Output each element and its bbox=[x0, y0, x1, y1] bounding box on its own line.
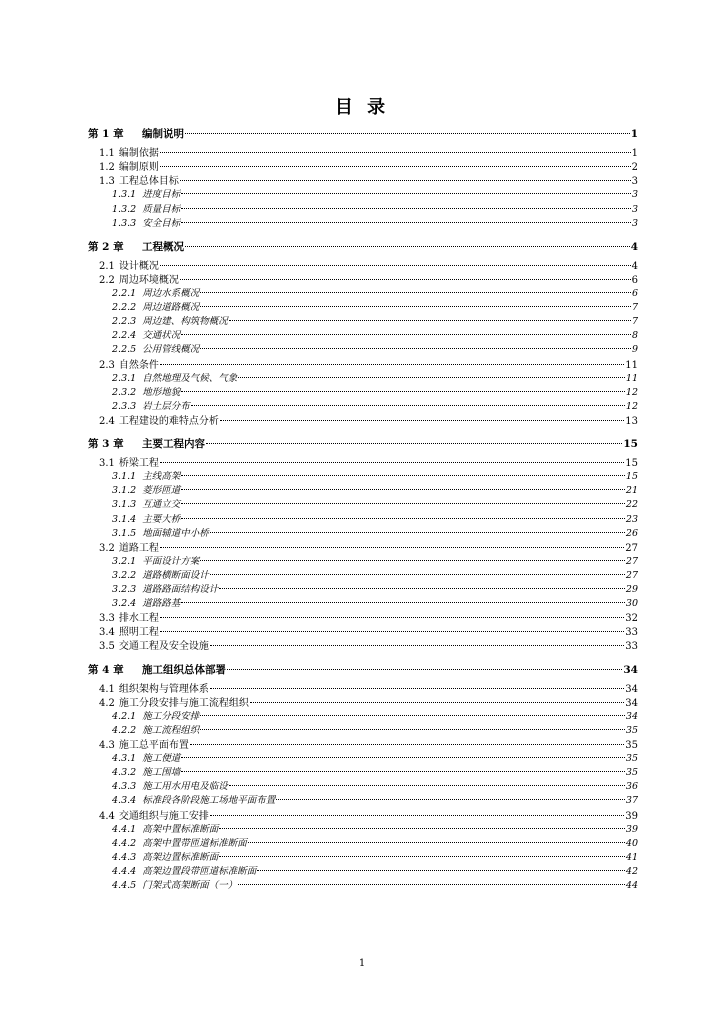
toc-entry-page: 32 bbox=[625, 613, 638, 625]
toc-entry[interactable] bbox=[99, 623, 638, 638]
toc-entry[interactable] bbox=[112, 398, 638, 412]
toc-entry-title: 工程建设的难特点分析 bbox=[118, 415, 219, 427]
toc-entry-page: 15 bbox=[625, 458, 638, 470]
toc-entry-page: 27 bbox=[625, 542, 638, 554]
toc-entry-page: 22 bbox=[625, 499, 638, 511]
toc-entry-title: 周边环境概况 bbox=[118, 274, 179, 286]
toc-entry-title: 高架边置标准断面 bbox=[142, 851, 219, 863]
toc-entry-title: 照明工程 bbox=[118, 627, 159, 639]
toc-entry[interactable] bbox=[99, 257, 638, 272]
toc-dot-leader bbox=[257, 870, 625, 871]
toc-entry-number: 4.3.1 bbox=[112, 753, 137, 765]
toc-dot-leader bbox=[219, 856, 625, 857]
toc-entry-title: 互通立交 bbox=[142, 499, 181, 511]
toc-entry-number: 3.3 bbox=[99, 613, 115, 625]
toc-entry-page: 35 bbox=[625, 740, 638, 751]
toc-entry-number: 4.2.2 bbox=[112, 724, 137, 736]
toc-entry-title: 交通组织与施工安排 bbox=[118, 810, 209, 822]
toc-dot-leader bbox=[181, 503, 625, 504]
toc-entry-title: 主线高架 bbox=[142, 471, 181, 483]
toc-entry-number: 2.1 bbox=[99, 260, 115, 272]
toc-entry-number: 4.3.3 bbox=[112, 781, 137, 793]
toc-entry-number: 1.3.1 bbox=[112, 189, 137, 201]
toc-dot-leader bbox=[191, 405, 625, 406]
toc-dot-leader bbox=[181, 391, 625, 392]
toc-dot-leader bbox=[238, 377, 625, 378]
toc-entry-title: 施工便道 bbox=[142, 753, 181, 765]
toc-dot-leader bbox=[210, 532, 625, 533]
toc-dot-leader bbox=[200, 348, 631, 349]
toc-entry-number: 4.4.5 bbox=[112, 880, 137, 891]
toc-dot-leader bbox=[200, 306, 631, 307]
toc-entry-number: 4.2.1 bbox=[112, 710, 137, 722]
toc-entry-page: 40 bbox=[625, 837, 638, 849]
toc-entry-page: 37 bbox=[625, 795, 638, 807]
toc-entry-page: 13 bbox=[625, 415, 638, 427]
toc-dot-leader bbox=[181, 222, 631, 223]
toc-entry-title: 施工分段安排与施工流程组织 bbox=[118, 697, 249, 709]
toc-dot-leader bbox=[181, 602, 625, 603]
toc-entry-page: 34 bbox=[623, 663, 638, 676]
toc-entry[interactable] bbox=[112, 595, 638, 609]
toc-entry-number: 2.3.2 bbox=[112, 386, 137, 398]
toc-dot-leader bbox=[219, 588, 625, 589]
toc-entry[interactable] bbox=[112, 792, 638, 806]
toc-entry[interactable] bbox=[112, 750, 638, 764]
toc-entry-number: 4.4.4 bbox=[112, 865, 137, 877]
toc-entry-title: 高架中置带匝道标准断面 bbox=[142, 837, 247, 849]
toc-entry-page: 34 bbox=[625, 683, 638, 695]
toc-entry-title: 道路工程 bbox=[118, 542, 159, 554]
toc-entry-title: 组织架构与管理体系 bbox=[118, 683, 209, 695]
toc-entry-title: 工程概况 bbox=[142, 240, 184, 253]
toc-entry-number: 4.3.4 bbox=[112, 795, 137, 807]
toc-entry[interactable] bbox=[112, 553, 638, 567]
toc-entry-title: 道路横断面设计 bbox=[142, 569, 209, 581]
toc-entry-page: 23 bbox=[625, 513, 638, 525]
toc-entry[interactable] bbox=[112, 201, 638, 215]
toc-entry-page: 6 bbox=[631, 288, 638, 299]
toc-entry-number: 3.1.2 bbox=[112, 485, 137, 497]
toc-entry-number: 2.2.1 bbox=[112, 288, 137, 299]
toc-entry[interactable] bbox=[99, 637, 638, 652]
toc-dot-leader bbox=[210, 688, 624, 689]
toc-dot-leader bbox=[229, 320, 631, 321]
toc-entry-title: 道路路面结构设计 bbox=[142, 584, 219, 595]
toc-entry[interactable] bbox=[99, 412, 638, 427]
toc-entry-page: 34 bbox=[625, 697, 638, 709]
toc-dot-leader bbox=[227, 669, 622, 670]
toc-entry[interactable] bbox=[112, 384, 638, 398]
toc-entry[interactable] bbox=[112, 778, 638, 792]
toc-entry-title: 主要大桥 bbox=[142, 513, 181, 525]
toc-entry[interactable] bbox=[112, 341, 638, 355]
toc-entry-page: 6 bbox=[631, 274, 638, 286]
toc-entry[interactable] bbox=[99, 144, 638, 159]
toc-entry-number: 2.2.4 bbox=[112, 330, 137, 342]
toc-entry-page: 2 bbox=[631, 162, 638, 174]
toc-entry-number: 4.4.2 bbox=[112, 837, 137, 849]
toc-entry-number: 2.3.1 bbox=[112, 372, 137, 384]
toc-entry-title: 设计概况 bbox=[118, 260, 159, 272]
toc-dot-leader bbox=[185, 246, 630, 247]
toc-entry-page: 4 bbox=[631, 260, 638, 272]
toc-entry-number: 第 4 章 bbox=[88, 663, 124, 676]
toc-entry[interactable] bbox=[88, 239, 638, 254]
toc-dot-leader bbox=[181, 475, 625, 476]
toc-dot-leader bbox=[181, 757, 625, 758]
toc-entry[interactable] bbox=[112, 835, 638, 849]
toc-entry-title: 施工流程组织 bbox=[142, 724, 200, 736]
toc-entry-page: 44 bbox=[625, 880, 638, 891]
toc-entry-number: 4.2 bbox=[99, 697, 115, 709]
toc-entry[interactable] bbox=[99, 680, 638, 695]
toc-entry-title: 施工围墙 bbox=[142, 767, 181, 779]
toc-entry-title: 高架中置标准断面 bbox=[142, 823, 219, 835]
toc-entry-number: 第 2 章 bbox=[88, 240, 124, 253]
toc-entry-title: 质量目标 bbox=[142, 203, 181, 215]
toc-entry[interactable] bbox=[88, 126, 638, 141]
toc-entry-title: 岩土层分布 bbox=[142, 400, 190, 412]
toc-entry-number: 3.1.5 bbox=[112, 527, 137, 539]
toc-entry-page: 29 bbox=[625, 584, 638, 595]
toc-dot-leader bbox=[248, 842, 625, 843]
toc-entry-title: 高架边置段带匝道标准断面 bbox=[142, 865, 257, 877]
toc-dot-leader bbox=[160, 364, 624, 365]
toc-entry-number: 2.3 bbox=[99, 359, 115, 371]
toc-entry-title: 地面辅道中小桥 bbox=[142, 527, 209, 539]
toc-entry[interactable] bbox=[112, 186, 638, 200]
toc-entry-number: 2.2 bbox=[99, 274, 115, 286]
toc-entry-title: 编制原则 bbox=[118, 162, 159, 174]
toc-dot-leader bbox=[200, 292, 631, 293]
toc-entry-page: 3 bbox=[631, 217, 638, 229]
toc-entry-page: 12 bbox=[625, 400, 638, 412]
toc-entry-page: 39 bbox=[625, 823, 638, 835]
toc-dot-leader bbox=[160, 462, 624, 463]
toc-entry[interactable] bbox=[99, 609, 638, 624]
toc-entry-number: 3.2 bbox=[99, 542, 115, 554]
toc-dot-leader bbox=[210, 574, 625, 575]
toc-entry-title: 进度目标 bbox=[142, 189, 181, 201]
toc-dot-leader bbox=[181, 771, 625, 772]
toc-entry[interactable] bbox=[112, 722, 638, 736]
toc-entry[interactable] bbox=[112, 370, 638, 384]
toc-entry[interactable] bbox=[88, 662, 638, 677]
toc-dot-leader bbox=[210, 645, 624, 646]
toc-entry-number: 3.2.1 bbox=[112, 555, 137, 567]
toc-entry-title: 工程总体目标 bbox=[118, 176, 179, 188]
toc-entry-page: 33 bbox=[625, 641, 638, 653]
toc-entry-number: 4.3.2 bbox=[112, 767, 137, 779]
toc-dot-leader bbox=[219, 828, 625, 829]
toc-entry-page: 15 bbox=[623, 438, 638, 450]
toc-dot-leader bbox=[250, 702, 624, 703]
toc-entry-page: 39 bbox=[625, 810, 638, 822]
toc-entry[interactable] bbox=[112, 285, 638, 299]
toc-dot-leader bbox=[200, 560, 625, 561]
toc-entry-page: 30 bbox=[625, 598, 638, 610]
toc-dot-leader bbox=[160, 265, 631, 266]
toc-entry-page: 3 bbox=[631, 203, 638, 215]
toc-entry[interactable] bbox=[112, 496, 638, 510]
toc-entry[interactable] bbox=[99, 807, 638, 822]
page-number: 1 bbox=[358, 958, 366, 969]
toc-entry[interactable] bbox=[99, 694, 638, 709]
toc-entry[interactable] bbox=[112, 299, 638, 313]
toc-entry-number: 第 1 章 bbox=[88, 128, 124, 140]
toc-entry-title: 周边建、构筑物概况 bbox=[142, 316, 228, 328]
toc-entry-number: 1.3.3 bbox=[112, 217, 137, 229]
toc-entry-number: 3.2.2 bbox=[112, 569, 137, 581]
toc-entry-title: 交通工程及安全设施 bbox=[118, 641, 209, 653]
toc-entry[interactable] bbox=[99, 158, 638, 173]
toc-entry-title: 标准段各阶段施工场地平面布置 bbox=[142, 795, 276, 807]
toc-entry[interactable] bbox=[112, 525, 638, 539]
toc-entry-title: 编制说明 bbox=[142, 128, 184, 140]
toc-dot-leader bbox=[160, 152, 631, 153]
toc-entry-page: 11 bbox=[625, 359, 638, 371]
toc-entry-title: 周边水系概况 bbox=[142, 288, 200, 299]
toc-dot-leader bbox=[190, 744, 624, 745]
toc-entry-page: 1 bbox=[631, 148, 638, 160]
toc-entry-number: 3.2.4 bbox=[112, 598, 137, 610]
toc-entry-number: 3.2.3 bbox=[112, 584, 137, 595]
toc-entry-number: 1.1 bbox=[99, 148, 115, 160]
toc-dot-leader bbox=[206, 443, 622, 444]
toc-entry-title: 菱形匝道 bbox=[142, 485, 181, 497]
toc-entry-number: 4.3 bbox=[99, 740, 115, 751]
toc-entry[interactable] bbox=[112, 849, 638, 863]
toc-entry-title: 安全目标 bbox=[142, 217, 181, 229]
toc-entry[interactable] bbox=[99, 539, 638, 554]
toc-dot-leader bbox=[160, 631, 624, 632]
toc-entry-title: 施工用水用电及临设 bbox=[142, 781, 228, 793]
toc-entry[interactable] bbox=[88, 436, 638, 451]
toc-entry-title: 周边道路概况 bbox=[142, 302, 200, 314]
toc-entry-number: 3.4 bbox=[99, 627, 115, 639]
toc-entry-page: 12 bbox=[625, 386, 638, 398]
toc-entry-page: 9 bbox=[631, 344, 638, 356]
toc-dot-leader bbox=[160, 617, 624, 618]
toc-entry[interactable] bbox=[112, 821, 638, 835]
toc-entry-page: 4 bbox=[630, 240, 638, 253]
toc-entry[interactable] bbox=[112, 327, 638, 341]
toc-dot-leader bbox=[200, 729, 625, 730]
toc-entry[interactable] bbox=[112, 482, 638, 496]
toc-entry-number: 1.3 bbox=[99, 176, 115, 188]
toc-entry-number: 2.2.2 bbox=[112, 302, 137, 314]
toc-entry-title: 施工组织总体部署 bbox=[142, 663, 226, 676]
toc-entry[interactable] bbox=[99, 454, 638, 469]
toc-entry-title: 门架式高架断面（一） bbox=[142, 880, 238, 891]
toc-entry[interactable] bbox=[112, 511, 638, 525]
toc-entry[interactable] bbox=[99, 356, 638, 371]
toc-entry-page: 1 bbox=[630, 128, 638, 140]
toc-dot-leader bbox=[181, 193, 631, 194]
toc-entry-number: 4.1 bbox=[99, 683, 115, 695]
toc-dot-leader bbox=[181, 208, 631, 209]
toc-entry-number: 4.4.1 bbox=[112, 823, 137, 835]
toc-entry-title: 施工分段安排 bbox=[142, 710, 200, 722]
toc-entry[interactable] bbox=[112, 708, 638, 722]
toc-entry-page: 41 bbox=[625, 851, 638, 863]
toc-dot-leader bbox=[238, 884, 625, 885]
toc-entry[interactable] bbox=[99, 736, 638, 751]
toc-entry-title: 地形地貌 bbox=[142, 386, 181, 398]
toc-entry-number: 2.2.5 bbox=[112, 344, 137, 356]
toc-entry-page: 35 bbox=[625, 753, 638, 765]
toc-entry-number: 2.3.3 bbox=[112, 400, 137, 412]
toc-entry[interactable] bbox=[112, 468, 638, 482]
toc-entry-page: 21 bbox=[625, 485, 638, 497]
toc-entry-number: 2.4 bbox=[99, 415, 115, 427]
toc-entry-page: 34 bbox=[625, 710, 638, 722]
toc-entry-number: 2.2.3 bbox=[112, 316, 137, 328]
toc-entry-title: 道路路基 bbox=[142, 598, 181, 610]
toc-entry-title: 自然地理及气候、气象 bbox=[142, 372, 238, 384]
toc-entry-title: 平面设计方案 bbox=[142, 555, 200, 567]
toc-entry-page: 36 bbox=[625, 781, 638, 793]
toc-entry-page: 26 bbox=[625, 527, 638, 539]
toc-dot-leader bbox=[220, 420, 624, 421]
toc-dot-leader bbox=[229, 785, 625, 786]
toc-entry-page: 35 bbox=[625, 767, 638, 779]
toc-entry-title: 主要工程内容 bbox=[142, 438, 205, 450]
toc-entry-page: 7 bbox=[631, 302, 638, 314]
toc-entry-page: 7 bbox=[631, 316, 638, 328]
toc-entry-page: 35 bbox=[625, 724, 638, 736]
toc-entry[interactable] bbox=[99, 271, 638, 286]
toc-entry-number: 4.4.3 bbox=[112, 851, 137, 863]
toc-entry[interactable] bbox=[112, 313, 638, 327]
toc-dot-leader bbox=[160, 166, 631, 167]
toc-entry-page: 42 bbox=[625, 865, 638, 877]
toc-entry[interactable] bbox=[112, 581, 638, 595]
toc-dot-leader bbox=[181, 518, 625, 519]
toc-dot-leader bbox=[180, 180, 631, 181]
toc-entry[interactable] bbox=[112, 764, 638, 778]
toc-entry-number: 3.1.4 bbox=[112, 513, 137, 525]
toc-entry-title: 编制依据 bbox=[118, 148, 159, 160]
toc-entry-page: 8 bbox=[631, 330, 638, 342]
toc-dot-leader bbox=[180, 279, 631, 280]
toc-entry-number: 3.5 bbox=[99, 641, 115, 653]
toc-entry-page: 11 bbox=[625, 372, 638, 384]
toc-entry-page: 27 bbox=[625, 569, 638, 581]
toc-dot-leader bbox=[200, 715, 625, 716]
toc-entry[interactable] bbox=[112, 567, 638, 581]
toc-entry-page: 3 bbox=[631, 189, 638, 201]
toc-dot-leader bbox=[160, 547, 624, 548]
toc-entry[interactable] bbox=[112, 877, 638, 891]
toc-entry-number: 第 3 章 bbox=[88, 438, 124, 450]
toc-entry-title: 交通状况 bbox=[142, 330, 181, 342]
toc-dot-leader bbox=[181, 334, 631, 335]
toc-dot-leader bbox=[210, 815, 624, 816]
toc-entry-number: 1.2 bbox=[99, 162, 115, 174]
toc-entry[interactable] bbox=[112, 863, 638, 877]
toc-entry-page: 33 bbox=[625, 627, 638, 639]
page-title: 目 录 bbox=[334, 97, 390, 118]
toc-dot-leader bbox=[276, 799, 625, 800]
toc-entry-page: 27 bbox=[625, 555, 638, 567]
toc-entry-title: 桥梁工程 bbox=[118, 458, 159, 470]
toc-entry-title: 公用管线概况 bbox=[142, 344, 200, 356]
toc-entry-number: 3.1.1 bbox=[112, 471, 137, 483]
toc-entry-page: 15 bbox=[625, 471, 638, 483]
toc-entry-number: 3.1.3 bbox=[112, 499, 137, 511]
toc-entry-title: 施工总平面布置 bbox=[118, 740, 189, 751]
toc-dot-leader bbox=[181, 489, 625, 490]
toc-entry[interactable] bbox=[112, 215, 638, 229]
toc-entry[interactable] bbox=[99, 172, 638, 187]
toc-entry-page: 3 bbox=[631, 176, 638, 188]
toc-entry-number: 1.3.2 bbox=[112, 203, 137, 215]
toc-dot-leader bbox=[185, 133, 630, 134]
toc-entry-number: 3.1 bbox=[99, 458, 115, 470]
toc-entry-title: 自然条件 bbox=[118, 359, 159, 371]
toc-entry-number: 4.4 bbox=[99, 810, 115, 822]
toc-entry-title: 排水工程 bbox=[118, 613, 159, 625]
